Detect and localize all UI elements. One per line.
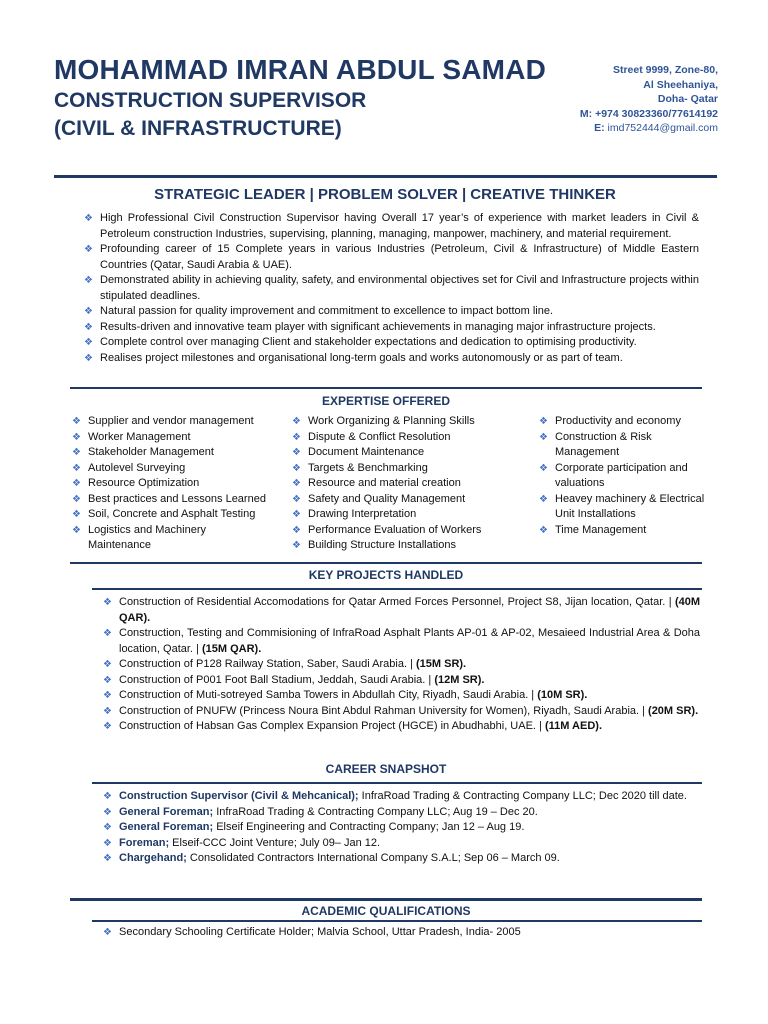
expertise-item: ❖ Stakeholder Management [72,445,282,461]
diamond-bullet-icon: ❖ [539,431,548,443]
project-item: ❖ Construction, Testing and Commisioning of InfraRoad Asphalt Plants AP-01 & AP-02, Mesaieed Industrial Area & Doha location, Qatar. | (15M QAR). [103,627,700,655]
diamond-bullet-icon: ❖ [84,352,93,364]
candidate-name: MOHAMMAD IMRAN ABDUL SAMAD [54,54,547,85]
diamond-bullet-icon: ❖ [292,431,301,443]
diamond-bullet-icon: ❖ [72,478,81,489]
expertise-item: ❖ Performance Evaluation of Workers [292,523,522,539]
address-line2: Al Sheehaniya, [643,78,718,91]
diamond-bullet-icon: ❖ [103,705,112,717]
contact-block [580,63,718,136]
diamond-bullet-icon: ❖ [103,837,112,849]
diamond-bullet-icon: ❖ [103,659,112,670]
career-item: ❖ Chargehand; Consolidated Contractors International Company S.A.L; Sep 06 – March 09. [103,851,700,867]
expertise-item: ❖ Soil, Concrete and Asphalt Testing [72,507,282,523]
summary-item: ❖ Profounding career of 15 Complete years in various Industries (Petroleum, Civil & Infrastructure) of Middle Eastern Countries (Qatar, Saudi Arabia & UAE). [84,243,699,271]
expertise-item: ❖ Heavey machinery & Electrical Unit Installations [539,492,705,520]
project-item: ❖ Construction of Habsan Gas Complex Expansion Project (HGCE) in Abudhabhi, UAE. | (11M AED). [103,719,700,735]
expertise-item: ❖ Work Organizing & Planning Skills [292,414,522,430]
expertise-column-2 [292,414,522,554]
diamond-bullet-icon: ❖ [292,540,301,551]
expertise-item: ❖ Building Structure Installations [292,538,522,554]
project-item: ❖ Construction of Muti-sotreyed Samba Towers in Abdullah City, Riyadh, Saudi Arabia. | (10M SR). [103,688,700,704]
career-underline [92,782,702,784]
diamond-bullet-icon: ❖ [103,927,112,938]
project-item: ❖ Construction of PNUFW (Princess Noura Bint Abdul Rahman University for Women), Riyadh, Saudi Arabia. | (20M SR). [103,704,700,720]
projects-underline [92,588,702,590]
summary-item: ❖ Realises project milestones and organisational long-term goals and works autonomously or as part of team. [84,351,699,367]
diamond-bullet-icon: ❖ [84,275,93,286]
diamond-bullet-icon: ❖ [84,337,93,348]
diamond-bullet-icon: ❖ [72,431,81,443]
summary-item: ❖ Results-driven and innovative team player with significant achievements in managing major infrastructure projects. [84,320,699,336]
expertise-item: ❖ Supplier and vendor management [72,414,282,430]
career-list [103,789,700,867]
summary-list [84,211,699,366]
expertise-item: ❖ Productivity and economy [539,414,709,430]
diamond-bullet-icon: ❖ [72,509,81,520]
header-divider [54,175,717,178]
diamond-bullet-icon: ❖ [103,721,112,732]
diamond-bullet-icon: ❖ [72,493,81,505]
diamond-bullet-icon: ❖ [72,462,81,474]
diamond-bullet-icon: ❖ [103,791,112,802]
diamond-bullet-icon: ❖ [103,806,112,818]
expertise-item: ❖ Construction & Risk Management [539,430,652,458]
project-item: ❖ Construction of P128 Railway Station, Saber, Saudi Arabia. | (15M SR). [103,657,700,673]
diamond-bullet-icon: ❖ [292,416,301,427]
diamond-bullet-icon: ❖ [84,244,93,255]
expertise-divider [70,387,702,389]
diamond-bullet-icon: ❖ [103,853,112,864]
diamond-bullet-icon: ❖ [103,628,112,639]
summary-item: ❖ Demonstrated ability in achieving quality, safety, and environmental objectives set for Civil and Infrastructure projects within stipulated deadlines. [84,274,699,302]
diamond-bullet-icon: ❖ [103,597,112,608]
academic-item: ❖ Secondary Schooling Certificate Holder; Malvia School, Uttar Pradesh, India- 2005 [103,925,700,941]
diamond-bullet-icon: ❖ [292,493,301,505]
diamond-bullet-icon: ❖ [84,306,93,317]
phone-line: M: +974 30823360/77614192 [579,107,718,120]
academic-heading: ACADEMIC QUALIFICATIONS [301,904,471,918]
summary-item: ❖ High Professional Civil Construction Supervisor having Overall 17 year’s of experience with market leaders in Civil & Petroleum construction Industries, supervising, planning, managing, manpower, machinery, and material requirement. [84,212,699,240]
project-item: ❖ Construction of P001 Foot Ball Stadium, Jeddah, Saudi Arabia. | (12M SR). [103,673,700,689]
diamond-bullet-icon: ❖ [292,447,301,458]
expertise-item: ❖ Logistics and Machinery Maintenance [72,523,207,551]
expertise-item: ❖ Document Maintenance [292,445,522,461]
diamond-bullet-icon: ❖ [72,416,81,427]
summary-item: ❖ Natural passion for quality improvement and commitment to excellence to impact bottom line. [84,304,699,320]
expertise-column-1 [72,414,282,554]
diamond-bullet-icon: ❖ [539,462,548,474]
diamond-bullet-icon: ❖ [292,509,301,520]
email-address[interactable]: imd752444@gmail.com [607,122,718,134]
address-line3: Doha- Qatar [657,93,718,105]
expertise-column-3 [539,414,709,538]
diamond-bullet-icon: ❖ [103,822,112,833]
email-line: E: imd752444@gmail.com [594,122,718,134]
job-title-line1: CONSTRUCTION SUPERVISOR [54,89,367,112]
expertise-item: ❖ Corporate participation and valuations [539,461,688,489]
projects-divider [70,562,702,564]
diamond-bullet-icon: ❖ [84,213,93,224]
diamond-bullet-icon: ❖ [103,674,112,686]
expertise-item: ❖ Drawing Interpretation [292,507,522,523]
expertise-item: ❖ Autolevel Surveying [72,461,282,477]
career-item: ❖ Construction Supervisor (Civil & Mehcanical); InfraRoad Trading & Contracting Company LLC; Dec 2020 till date. [103,789,700,805]
career-item: ❖ Foreman; Elseif-CCC Joint Venture; July 09– Jan 12. [103,836,700,852]
expertise-heading: EXPERTISE OFFERED [321,394,451,408]
diamond-bullet-icon: ❖ [292,524,301,536]
career-heading: CAREER SNAPSHOT [325,762,447,776]
expertise-item: ❖ Best practices and Lessons Learned [72,492,282,508]
diamond-bullet-icon: ❖ [539,493,548,505]
career-item: ❖ General Foreman; InfraRoad Trading & Contracting Company LLC; Aug 19 – Dec 20. [103,805,700,821]
diamond-bullet-icon: ❖ [72,524,81,536]
diamond-bullet-icon: ❖ [72,447,81,458]
diamond-bullet-icon: ❖ [539,416,548,427]
academic-divider [70,898,702,901]
expertise-item: ❖ Dispute & Conflict Resolution [292,430,522,446]
academic-underline [92,920,702,922]
diamond-bullet-icon: ❖ [539,524,548,536]
career-item: ❖ General Foreman; Elseif Engineering and Contracting Company; Jan 12 – Aug 19. [103,820,700,836]
project-item: ❖ Construction of Residential Accomodations for Qatar Armed Forces Personnel, Project S8, Jijan location, Qatar. | (40M QAR). [103,596,700,624]
address-line1: Street 9999, Zone-80, [612,64,718,76]
job-title-line2: (CIVIL & INFRASTRUCTURE) [54,117,342,140]
expertise-item: ❖ Resource and material creation [292,476,522,492]
diamond-bullet-icon: ❖ [103,690,112,701]
diamond-bullet-icon: ❖ [292,478,301,489]
diamond-bullet-icon: ❖ [84,321,93,333]
projects-heading: KEY PROJECTS HANDLED [308,568,464,582]
expertise-item: ❖ Time Management [539,523,709,539]
expertise-item: ❖ Resource Optimization [72,476,282,492]
expertise-item: ❖ Safety and Quality Management [292,492,522,508]
projects-list [103,595,700,735]
summary-item: ❖ Complete control over managing Client and stakeholder expectations and dedication to optimising productivity. [84,335,699,351]
phone-number: +974 30823360/77614192 [595,107,718,120]
academic-list [103,925,700,941]
diamond-bullet-icon: ❖ [292,462,301,474]
tagline: STRATEGIC LEADER | PROBLEM SOLVER | CREATIVE THINKER [154,186,616,203]
expertise-item: ❖ Targets & Benchmarking [292,461,522,477]
expertise-item: ❖ Worker Management [72,430,282,446]
